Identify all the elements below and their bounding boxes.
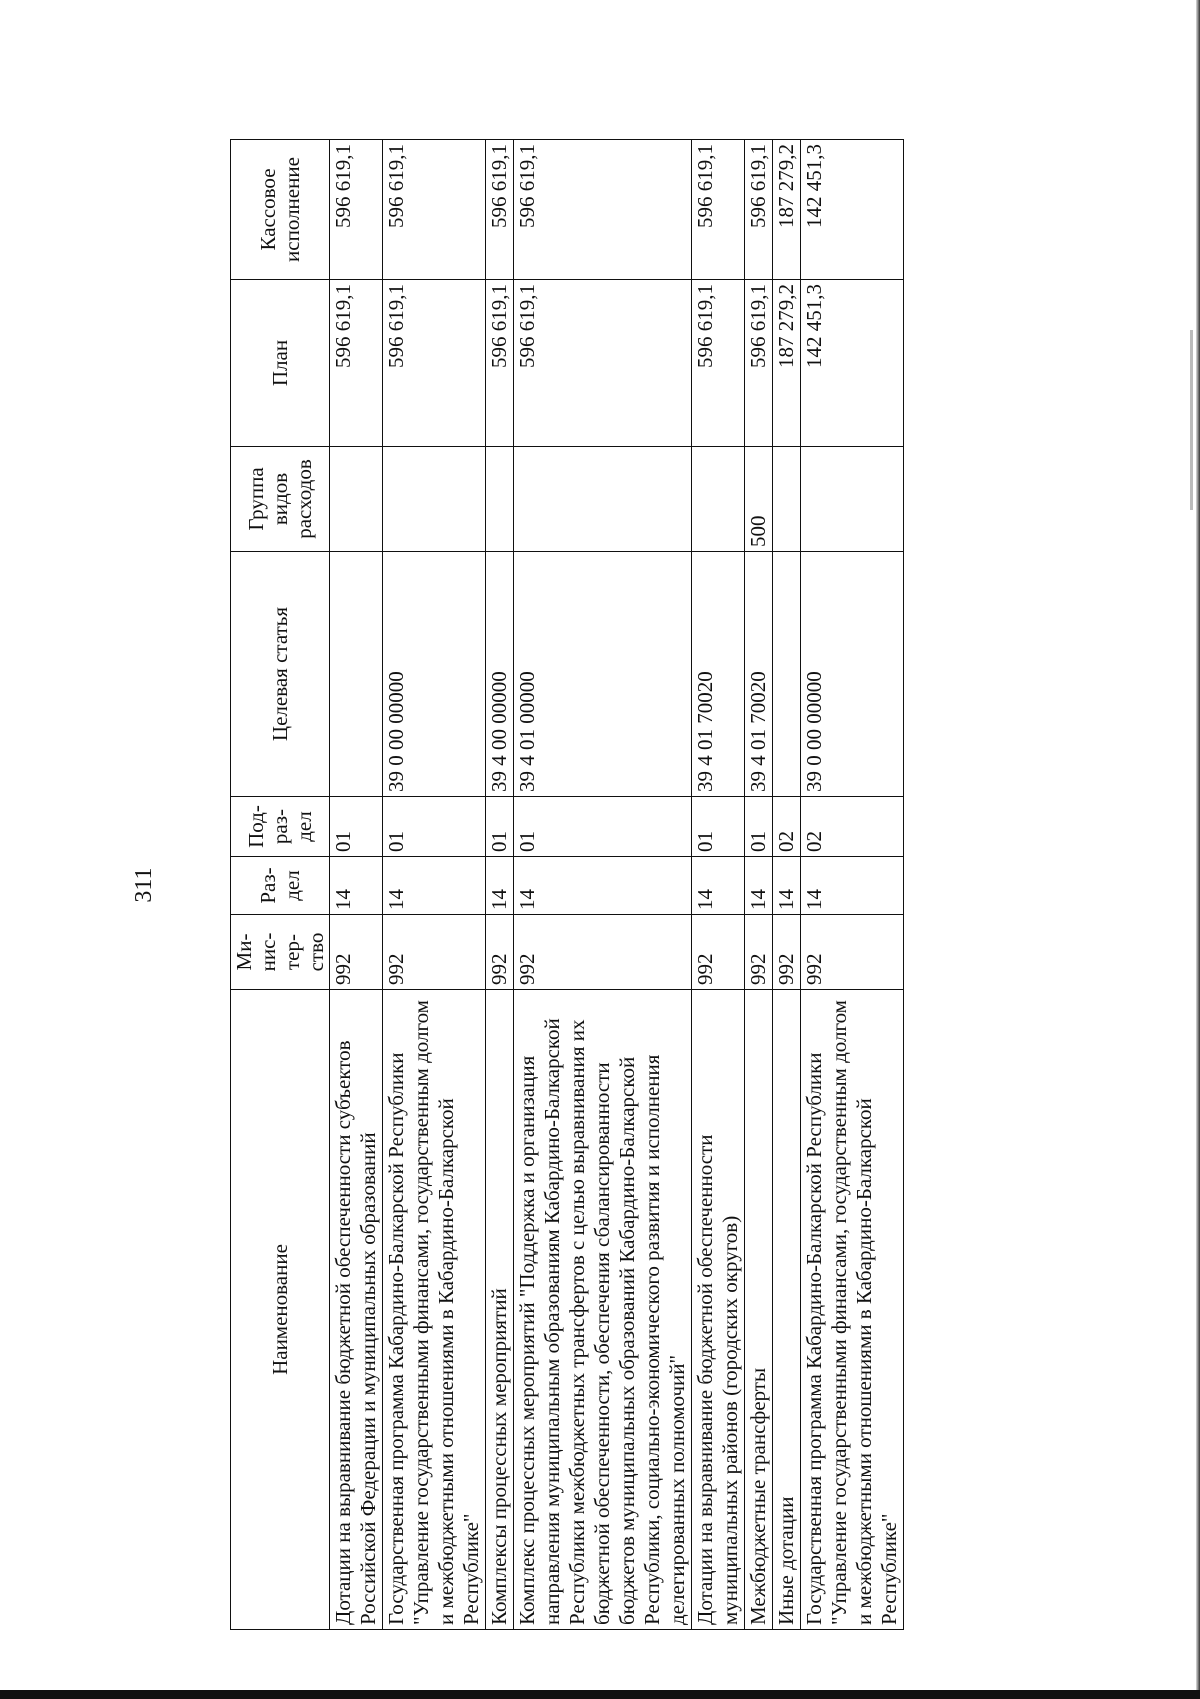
header-execution: Кассовое исполнение [231,140,330,280]
cell-ministry: 992 [745,915,773,990]
rotated-page [120,140,1080,1630]
cell-subsection: 01 [745,797,773,857]
cell-section: 14 [514,857,692,915]
cell-ministry: 992 [383,915,486,990]
cell-execution: 596 619,1 [514,140,692,280]
cell-name: Государственная программа Кабардино-Балкарской Республики "Управление государственными финансами, государственным долгом и межбюджетными отношениями в Кабардино-Балкарской Республике" [801,990,904,1630]
cell-expense-group [486,447,514,552]
cell-ministry: 992 [773,915,801,990]
header-name: Наименование [231,990,330,1630]
cell-ministry: 992 [486,915,514,990]
cell-ministry: 992 [330,915,383,990]
cell-section: 14 [486,857,514,915]
cell-expense-group: 500 [745,447,773,552]
table-body [330,140,904,1630]
header-section: Раз-дел [231,857,330,915]
table-row [486,140,514,1630]
cell-target-article: 39 4 01 00000 [514,552,692,797]
cell-target-article: 39 4 01 70020 [745,552,773,797]
cell-expense-group [801,447,904,552]
cell-plan: 596 619,1 [745,280,773,447]
cell-plan: 187 279,2 [773,280,801,447]
table-row [745,140,773,1630]
cell-expense-group [514,447,692,552]
cell-target-article: 39 4 00 00000 [486,552,514,797]
cell-ministry: 992 [692,915,745,990]
page-number: 311 [131,867,157,903]
table-row [514,140,692,1630]
cell-expense-group [773,447,801,552]
cell-section: 14 [801,857,904,915]
cell-plan: 596 619,1 [383,280,486,447]
cell-section: 14 [692,857,745,915]
cell-expense-group [383,447,486,552]
cell-subsection: 01 [486,797,514,857]
cell-subsection: 01 [514,797,692,857]
cell-section: 14 [330,857,383,915]
header-plan: План [231,280,330,447]
cell-name: Межбюджетные трансферты [745,990,773,1630]
cell-name: Иные дотации [773,990,801,1630]
cell-expense-group [330,447,383,552]
cell-plan: 142 451,3 [801,280,904,447]
cell-ministry: 992 [514,915,692,990]
table-row [383,140,486,1630]
cell-subsection: 01 [330,797,383,857]
header-subsection: Под-раз-дел [231,797,330,857]
cell-execution: 596 619,1 [383,140,486,280]
cell-section: 14 [745,857,773,915]
cell-target-article: 39 0 00 00000 [801,552,904,797]
cell-name: Дотации на выравнивание бюджетной обеспеченности муниципальных районов (городских округов) [692,990,745,1630]
scan-artifact [1190,330,1193,510]
cell-subsection: 01 [383,797,486,857]
cell-target-article [773,552,801,797]
cell-target-article: 39 4 01 70020 [692,552,745,797]
cell-plan: 596 619,1 [514,280,692,447]
cell-section: 14 [773,857,801,915]
header-target-article: Целевая статья [231,552,330,797]
cell-plan: 596 619,1 [330,280,383,447]
cell-execution: 187 279,2 [773,140,801,280]
cell-name: Государственная программа Кабардино-Балкарской Республики "Управление государственными финансами, государственным долгом и межбюджетными отношениями в Кабардино-Балкарской Республике" [383,990,486,1630]
budget-table [230,139,904,1630]
header-row [231,140,330,1630]
cell-section: 14 [383,857,486,915]
header-ministry: Ми-нис-тер-ство [231,915,330,990]
cell-execution: 596 619,1 [745,140,773,280]
table-row [692,140,745,1630]
cell-subsection: 01 [692,797,745,857]
cell-execution: 142 451,3 [801,140,904,280]
cell-execution: 596 619,1 [692,140,745,280]
scan-edge-right [1196,0,1200,1699]
cell-ministry: 992 [801,915,904,990]
cell-target-article: 39 0 00 00000 [383,552,486,797]
cell-expense-group [692,447,745,552]
table-row [773,140,801,1630]
cell-target-article [330,552,383,797]
cell-subsection: 02 [773,797,801,857]
cell-plan: 596 619,1 [692,280,745,447]
cell-subsection: 02 [801,797,904,857]
cell-name: Комплексы процессных мероприятий [486,990,514,1630]
cell-name: Комплекс процессных мероприятий "Поддержка и организация направления муниципальным образованиям Кабардино-Балкарской Республики межбюджетных трансфертов с целью выравнивания их бюджетной обеспеченности, обеспечения сбалансированности бюджетов муниципальных образований Кабардино-Балкарской Республики, социально-экономического развития и исполнения делегированных полномочий" [514,990,692,1630]
cell-name: Дотации на выравнивание бюджетной обеспеченности субъектов Российской Федерации и муниципальных образований [330,990,383,1630]
cell-execution: 596 619,1 [486,140,514,280]
table-row [801,140,904,1630]
header-expense-group: Группа видов расходов [231,447,330,552]
cell-plan: 596 619,1 [486,280,514,447]
table-row [330,140,383,1630]
cell-execution: 596 619,1 [330,140,383,280]
scan-edge-bottom [0,1690,1200,1699]
